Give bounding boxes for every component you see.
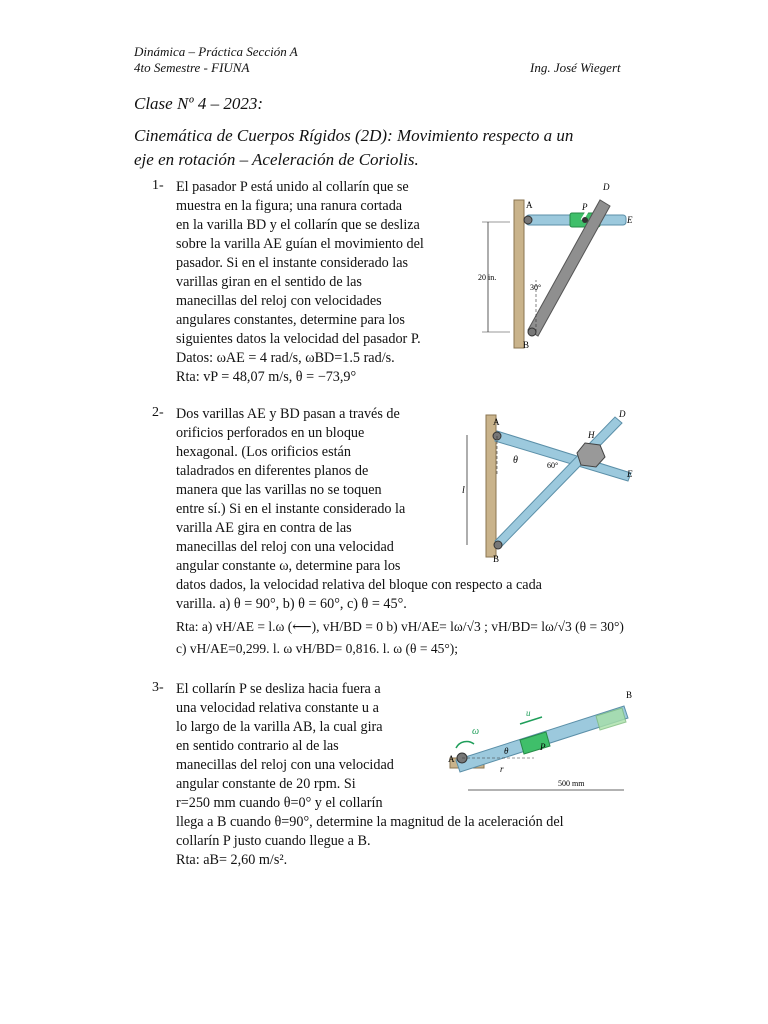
svg-text:60°: 60°	[547, 461, 559, 470]
svg-text:A: A	[526, 200, 533, 210]
text-line: muestra en la figura; una ranura cortada	[176, 198, 403, 214]
problem-3-number: 3-	[152, 680, 164, 695]
page-title: Clase Nº 4 – 2023:	[134, 94, 263, 113]
text-line: manera que las varillas no se toquen	[176, 482, 382, 498]
text-line: El collarín P se desliza hacia fuera a	[176, 681, 381, 697]
svg-text:B: B	[523, 340, 530, 350]
svg-text:u: u	[526, 708, 531, 718]
collar-ghost	[596, 708, 626, 730]
text-line: una velocidad relativa constante u a	[176, 700, 379, 716]
text-line: varilla AE gira en contra de las	[176, 520, 352, 536]
problem-1-number: 1-	[152, 178, 164, 193]
text-line: llega a B cuando θ=90°, determine la magnitud de la aceleración del	[176, 814, 564, 830]
text-line: angular constante ω, determine para los	[176, 558, 401, 574]
text-line: angulares constantes, determine para los	[176, 312, 405, 328]
text-line: r=250 mm cuando θ=0° y el collarín	[176, 795, 383, 811]
text-line: lo largo de la varilla AB, la cual gira	[176, 719, 383, 735]
text-line: siguientes datos la velocidad del pasador P.	[176, 331, 421, 347]
text-line: collarín P justo cuando llegue a B.	[176, 833, 371, 849]
answer-line: Rta: aB= 2,60 m/s².	[176, 852, 288, 868]
svg-text:B: B	[626, 690, 633, 700]
text-line: entre sí.) Si en el instante considerado la	[176, 501, 406, 517]
text-line: sobre la varilla AE guían el movimiento del	[176, 236, 424, 252]
text-line: taladrados en diferentes planos de	[176, 463, 369, 479]
text-line: manecillas del reloj con velocidades	[176, 293, 382, 309]
svg-text:D: D	[619, 409, 626, 419]
header-instructor: Ing. José Wiegert	[530, 60, 621, 75]
figure-2-hex-block	[455, 405, 645, 567]
problem-1-text	[176, 178, 424, 387]
text-line: manecillas del reloj con una velocidad	[176, 539, 394, 555]
text-line: en sentido contrario al de las	[176, 738, 339, 754]
wall	[514, 200, 524, 348]
text-line: pasador. Si en el instante considerado las	[176, 255, 409, 271]
text-line: manecillas del reloj con una velocidad	[176, 757, 394, 773]
svg-text:ω: ω	[472, 726, 480, 737]
problem-2-answer-2: c) vH/AE=0,299. l. ω vH/BD= 0,816. l. ω (θ = 45°);	[176, 641, 458, 656]
subtitle-line: Cinemática de Cuerpos Rígidos (2D): Movimiento respecto a un	[134, 126, 574, 145]
svg-text:θ: θ	[513, 455, 518, 466]
svg-text:B: B	[493, 554, 500, 564]
problem-2-number: 2-	[152, 405, 164, 420]
text-line: hexagonal. (Los orificios están	[176, 444, 351, 460]
figure-1-slotted-rod	[470, 180, 640, 355]
header-semester: 4to Semestre - FIUNA	[134, 60, 250, 75]
svg-text:θ: θ	[504, 746, 509, 756]
subtitle-line: eje en rotación – Aceleración de Coriolis.	[134, 150, 419, 169]
omega-arrow	[456, 741, 474, 748]
svg-text:P: P	[540, 742, 546, 752]
text-line: Dos varillas AE y BD pasan a través de	[176, 406, 400, 422]
answer-line: Rta: vP = 48,07 m/s, θ = −73,9°	[176, 369, 357, 385]
svg-text:P: P	[582, 202, 588, 212]
svg-text:A: A	[493, 417, 500, 427]
text-line: varilla. a) θ = 90°, b) θ = 60°, c) θ = 45°.	[176, 596, 407, 612]
svg-text:A: A	[448, 754, 455, 764]
svg-text:H: H	[588, 430, 595, 440]
svg-text:r: r	[500, 764, 504, 774]
svg-text:E: E	[627, 215, 633, 225]
text-line: datos dados, la velocidad relativa del bloque con respecto a cada	[176, 577, 542, 593]
header-course: Dinámica – Práctica Sección A	[134, 44, 298, 59]
dim-label: 20 in.	[478, 273, 497, 282]
pin-p	[582, 217, 588, 223]
svg-text:30°: 30°	[530, 283, 542, 292]
text-line: en la varilla BD y el collarín que se desliza	[176, 217, 420, 233]
text-line: varillas giran en el sentido de las	[176, 274, 362, 290]
svg-text:E: E	[627, 469, 633, 479]
data-line: Datos: ωAE = 4 rad/s, ωBD=1.5 rad/s.	[176, 350, 395, 366]
text-line: orificios perforados en un bloque	[176, 425, 365, 441]
text-line: angular constante de 20 rpm. Si	[176, 776, 356, 792]
svg-text:500 mm: 500 mm	[558, 779, 585, 788]
figure-3-rotating-rod	[438, 686, 638, 798]
text-line: El pasador P está unido al collarín que se	[176, 179, 409, 195]
u-arrow	[520, 717, 542, 724]
page-subtitle	[134, 124, 644, 172]
problem-2-answer-1: Rta: a) vH/AE = l.ω (⟵), vH/BD = 0 b) vH/AE= lω/√3 ; vH/BD= lω/√3 (θ = 30°)	[176, 619, 624, 634]
collar-p	[520, 732, 550, 754]
svg-text:l: l	[462, 485, 465, 496]
svg-text:D: D	[603, 182, 610, 192]
